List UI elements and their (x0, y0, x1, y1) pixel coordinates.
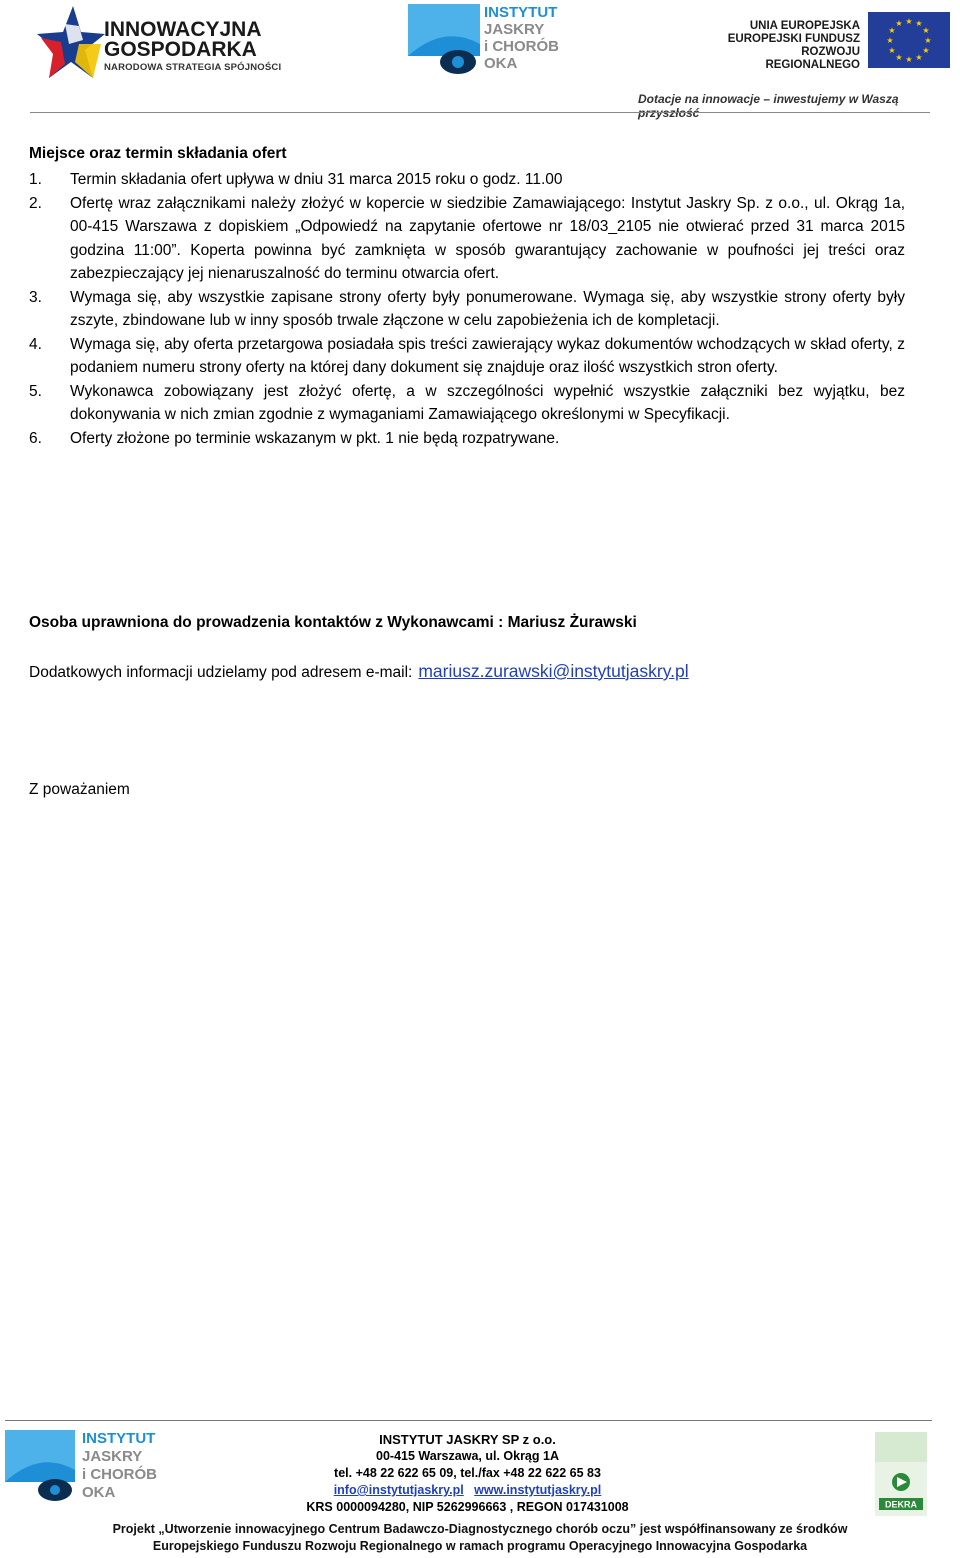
footer-logo-line1: INSTYTUT (82, 1430, 156, 1447)
contact-person: Osoba uprawniona do prowadzenia kontaktów z Wykonawcami : Mariusz Żurawski (29, 614, 637, 631)
footer-email-link[interactable]: info@instytutjaskry.pl (333, 1483, 464, 1497)
project-line2: Europejskiego Funduszu Rozwoju Regionalnego w ramach programu Operacyjnego Innowacyjna Gospodarka (152, 1539, 808, 1553)
svg-text:★: ★ (905, 55, 913, 64)
item-text: Wykonawca zobowiązany jest złożyć ofertę, a w szczególności wypełnić wszystkie załączniki bez wyjątku, bez dokonywania w nich zmian zgodnie z wymaganiami Zamawiającego określonymi w Specyfikacji. (70, 382, 905, 423)
svg-text:★: ★ (886, 36, 894, 45)
list-item (29, 168, 905, 192)
item-text: Wymaga się, aby oferta przetargowa posiadała spis treści zawierający wykaz dokumentów wchodzących w skład oferty, z podaniem numeru strony oferty na której dany dokument się znajduje oraz ilość wszystkich stron oferty. (70, 335, 905, 376)
institute-logo-line4: OKA (484, 55, 518, 72)
ig-logo-title (104, 20, 262, 60)
svg-text:★: ★ (924, 36, 932, 45)
eu-logo-text (720, 20, 860, 72)
item-number: 4. (29, 335, 42, 353)
institute-logo-text (484, 4, 559, 72)
item-text: Termin składania ofert upływa w dniu 31 marca 2015 roku o godz. 11.00 (70, 171, 563, 188)
svg-text:★: ★ (915, 53, 923, 62)
footer-logo-line4: OKA (82, 1484, 116, 1501)
eu-flag-icon (868, 12, 950, 68)
list-item (29, 192, 905, 286)
institute-logo-line3: i CHORÓB (484, 38, 559, 55)
svg-text:★: ★ (905, 17, 913, 26)
eu-logo-line2: EUROPEJSKI FUNDUSZ (727, 33, 860, 45)
footer-institute-logo-text (82, 1430, 157, 1502)
item-number: 2. (29, 194, 42, 212)
item-text: Oferty złożone po terminie wskazanym w pkt. 1 nie będą rozpatrywane. (70, 429, 560, 447)
footer-phone: tel. +48 22 622 65 09, tel./fax +48 22 622 65 83 (334, 1466, 601, 1480)
footer-links (300, 1482, 635, 1499)
svg-text:★: ★ (915, 19, 923, 28)
eu-logo-line1: UNIA EUROPEJSKA (749, 20, 860, 32)
footer-eye-icon (5, 1430, 75, 1502)
dekra-certificate-badge (875, 1432, 927, 1516)
svg-text:★: ★ (895, 19, 903, 28)
eu-logo-line3: ROZWOJU REGIONALNEGO (765, 46, 860, 71)
item-number: 1. (29, 171, 42, 188)
closing-regards: Z poważaniem (29, 781, 130, 798)
email-link[interactable]: mariusz.zurawski@instytutjaskry.pl (418, 661, 689, 681)
footer-registry: KRS 0000094280, NIP 5262996663 , REGON 017431008 (306, 1500, 629, 1514)
footer-website-link[interactable]: www.instytutjaskry.pl (474, 1483, 602, 1497)
dekra-label: DEKRA (884, 1499, 918, 1510)
ig-logo-line1: INNOWACYJNA (104, 18, 262, 41)
footer-divider (5, 1420, 932, 1421)
ig-star-icon (35, 4, 105, 84)
institute-logo-line2: JASKRY (484, 21, 545, 38)
svg-text:★: ★ (888, 46, 896, 55)
info-text: Dodatkowych informacji udzielamy pod adresem e-mail: (29, 664, 413, 681)
ig-logo-subtitle: NARODOWA STRATEGIA SPÓJNOŚCI (104, 62, 282, 73)
institute-logo-line1: INSTYTUT (484, 4, 558, 21)
list-item (29, 427, 905, 451)
footer-logo-line2: JASKRY (82, 1448, 143, 1465)
item-number: 3. (29, 288, 42, 306)
svg-text:★: ★ (888, 26, 896, 35)
section-heading: Miejsce oraz termin składania ofert (29, 145, 287, 162)
svg-text:★: ★ (895, 53, 903, 62)
eye-icon (408, 4, 480, 76)
item-number: 5. (29, 382, 42, 400)
info-line (29, 661, 689, 682)
item-number: 6. (29, 429, 42, 447)
svg-text:★: ★ (922, 46, 930, 55)
footer-project-note (40, 1521, 920, 1555)
header-slogan: Dotacje na innowacje – inwestujemy w Waszą przyszłość (638, 92, 899, 120)
list-item (29, 333, 905, 380)
footer-company: INSTYTUT JASKRY SP z o.o. (379, 1432, 556, 1447)
list-item (29, 380, 905, 427)
list-item (29, 286, 905, 333)
ig-logo-line2: GOSPODARKA (104, 38, 257, 61)
svg-text:★: ★ (922, 26, 930, 35)
project-line1: Projekt „Utworzenie innowacyjnego Centrum Badawczo-Diagnostycznego chorób oczu” jest współfinansowany ze środków (112, 1522, 848, 1536)
item-text: Wymaga się, aby wszystkie zapisane strony oferty były ponumerowane. Wymaga się, aby wszystkie strony oferty były zszyte, zbindowane lub w inny sposób trwale złączone w celu zapobieżenia ich de kompletacji. (70, 288, 905, 329)
terms-list (29, 168, 905, 450)
header-divider (30, 112, 930, 113)
footer-address: 00-415 Warszawa, ul. Okrąg 1A (376, 1449, 559, 1463)
footer-contact (300, 1431, 635, 1516)
item-text: Ofertę wraz załącznikami należy złożyć w kopercie w siedzibie Zamawiającego: Instytut Jaskry Sp. z o.o., ul. Okrąg 1a, 00-415 Warszawa z dopiskiem „Odpowiedź na zapytanie ofertowe nr 18/03_2105 nie otwierać przed 31 marca 2015 godzina 11:00”. Koperta powinna być zamknięta w sposób gwarantujący zachowanie w poufności jej treści oraz zabezpieczający jej nienaruszalność do terminu otwarcia ofert. (70, 194, 905, 282)
footer-logo-line3: i CHORÓB (82, 1466, 157, 1483)
